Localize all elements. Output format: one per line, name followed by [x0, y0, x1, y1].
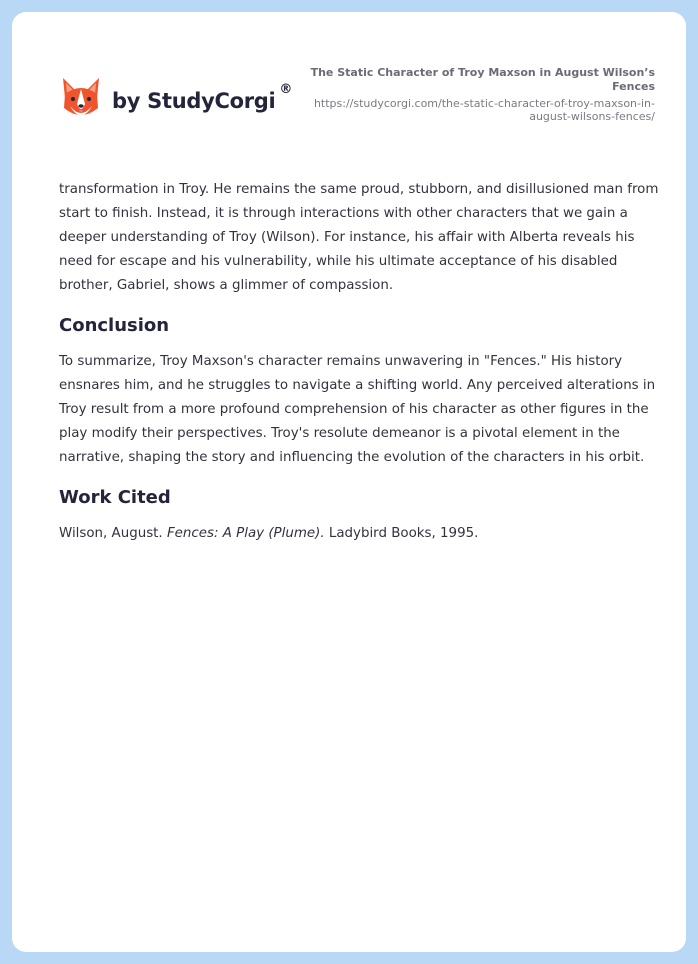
works-cited-heading: Work Cited	[59, 487, 171, 508]
document-meta	[295, 66, 655, 123]
intro-paragraph: transformation in Troy. He remains the same proud, stubborn, and disillusioned man from start to finish. Instead, it is through interactions with other characters that we gain a deeper understanding of Troy (Wilson). For instance, his affair with Alberta reveals his need for escape and his vulnerability, while his ultimate acceptance of his disabled brother, Gabriel, shows a glimmer of compassion.	[59, 182, 659, 293]
citation-entry	[59, 522, 659, 546]
document-title: The Static Character of Troy Maxson in August Wilson’s Fences	[310, 66, 655, 93]
corgi-logo-icon	[60, 76, 102, 122]
citation-title: Fences: A Play (Plume).	[166, 526, 325, 541]
document-page	[12, 12, 686, 952]
conclusion-paragraph: To summarize, Troy Maxson's character remains unwavering in "Fences." His history ensnares him, and he struggles to navigate a shifting world. Any perceived alterations in Troy result from a more profound comprehension of his character as other figures in the play modify their perspectives. Troy's resolute demeanor is a pivotal element in the narrative, shaping the story and influencing the evolution of the characters in his orbit.	[59, 354, 656, 465]
registered-mark: ®	[279, 81, 293, 97]
citation-publisher: Ladybird Books, 1995.	[328, 526, 479, 541]
document-content	[59, 178, 659, 546]
citation-author: Wilson, August.	[59, 526, 163, 541]
studycorgi-logo[interactable]	[60, 76, 292, 122]
page-header	[12, 12, 686, 152]
logo-wordmark: by StudyCorgi	[112, 89, 276, 113]
document-url[interactable]: https://studycorgi.com/the-static-character-of-troy-maxson-in-august-wilsons-fences/	[313, 97, 655, 123]
conclusion-heading: Conclusion	[59, 315, 170, 336]
